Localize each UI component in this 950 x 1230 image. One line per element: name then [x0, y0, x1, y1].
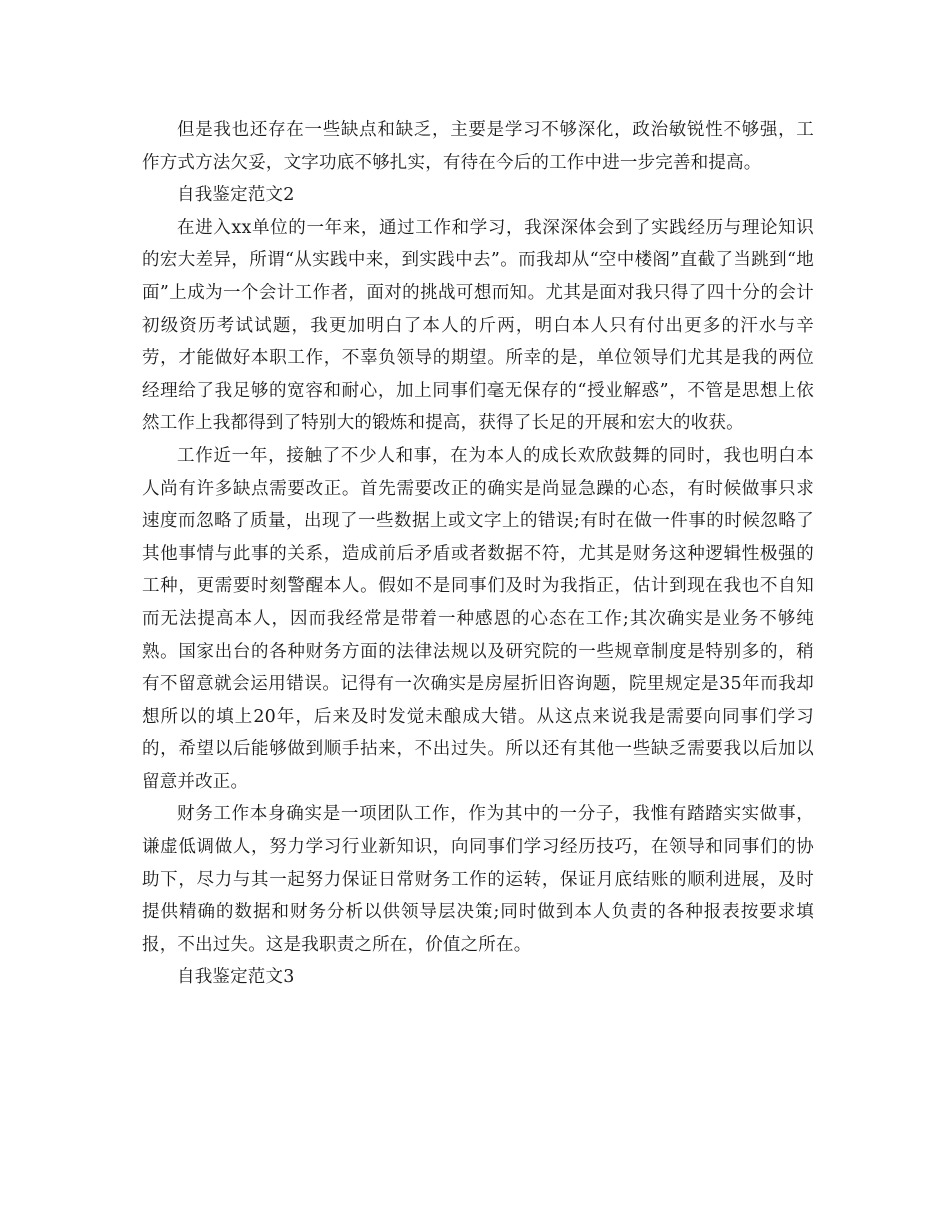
paragraph-first-year: 在进入xx单位的一年来，通过工作和学习，我深深体会到了实践经历与理论知识的宏大差异，所谓“从实践中来，到实践中去”。而我却从“空中楼阁”直截了当跳到“地面”上成为一个会计工作者，面对的挑战可想而知。尤其是面对我只得了四十分的会计初级资历考试试题，我更加明白了本人的斤两，明白本人只有付出更多的汗水与辛劳，才能做好本职工作，不辜负领导的期望。所幸的是，单位领导们尤其是我的两位经理给了我足够的宽容和耐心，加上同事们毫无保存的“授业解惑”，不管是思想上依然工作上我都得到了特别大的锻炼和提高，获得了长足的开展和宏大的收获。 [142, 217, 814, 434]
section-heading-sample-2: 自我鉴定范文2 [177, 185, 295, 206]
paragraph-teamwork: 财务工作本身确实是一项团队工作，作为其中的一分子，我惟有踏踏实实做事，谦虚低调做人，努力学习行业新知识，向同事们学习经历技巧，在领导和同事们的协助下，尽力与其一起努力保证日常财务工作的运转，保证月底结账的顺利进展，及时提供精确的数据和财务分析以供领导层决策;同时做到本人负责的各种报表按要求填报，不出过失。这是我职责之所在，价值之所在。 [142, 804, 814, 955]
paragraph-shortcomings: 但是我也还存在一些缺点和缺乏，主要是学习不够深化，政治敏锐性不够强，工作方式方法欠妥，文字功底不够扎实，有待在今后的工作中进一步完善和提高。 [142, 120, 814, 173]
paragraph-improvements: 工作近一年，接触了不少人和事，在为本人的成长欢欣鼓舞的同时，我也明白本人尚有许多缺点需要改正。首先需要改正的确实是尚显急躁的心态，有时候做事只求速度而忽略了质量，出现了一些数据上或文字上的错误;有时在做一件事的时候忽略了其他事情与此事的关系，造成前后矛盾或者数据不符，尤其是财务这种逻辑性极强的工种，更需要时刻警醒本人。假如不是同事们及时为我指正，估计到现在我也不自知而无法提高本人，因而我经常是带着一种感恩的心态在工作;其次确实是业务不够纯熟。国家出台的各种财务方面的法律法规以及研究院的一些规章制度是特别多的，稍有不留意就会运用错误。记得有一次确实是房屋折旧咨询题，院里规定是35年而我却想所以的填上20年，后来及时发觉未酿成大错。从这点来说我是需要向同事们学习的，希望以后能够做到顺手拈来，不出过失。所以还有其他一些缺乏需要我以后加以留意并改正。 [142, 445, 814, 792]
document-body [142, 114, 814, 994]
section-heading-sample-3: 自我鉴定范文3 [177, 967, 295, 988]
